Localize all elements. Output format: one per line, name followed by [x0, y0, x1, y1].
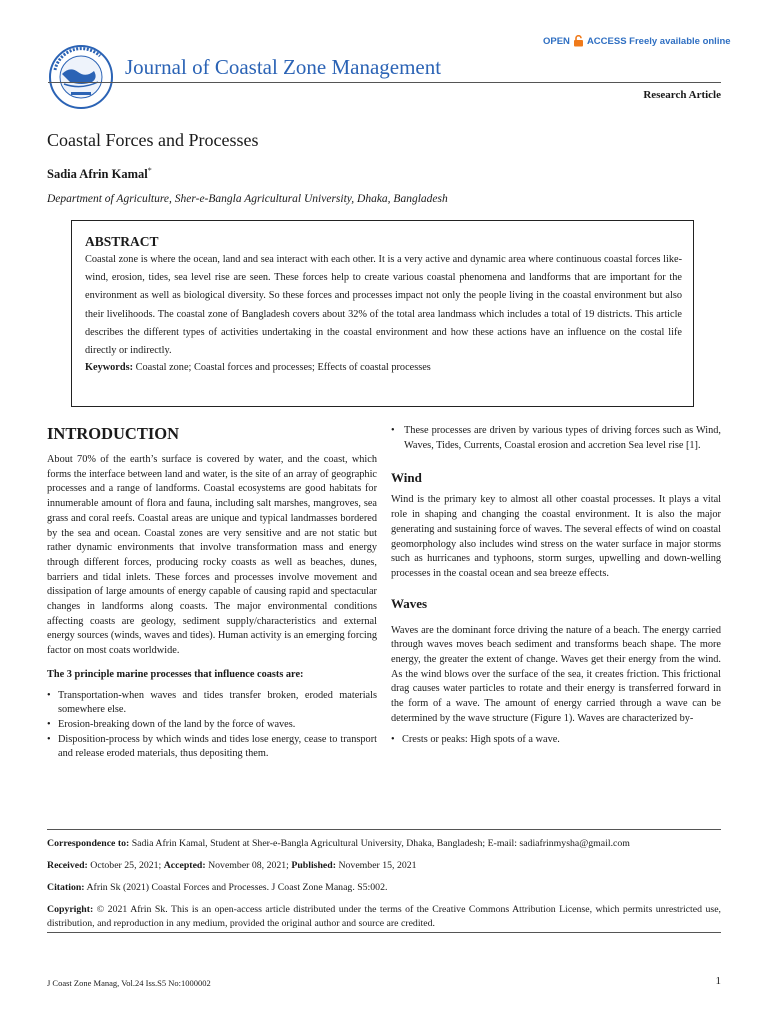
page-number: 1 [715, 975, 721, 987]
copyright-text: © 2021 Afrin Sk. This is an open-access article distributed under the terms of the Creative Commons Attribution License, which permits unrestricted use, distribution, and reproduction in any medium, provided the original author and source are credited. [47, 904, 722, 929]
header-divider [48, 82, 721, 83]
open-access-tagline: ACCESS Freely available online [586, 35, 731, 47]
introduction-heading: INTRODUCTION [47, 424, 180, 443]
citation-label: Citation: [47, 882, 85, 893]
accepted-label: Accepted: [163, 860, 206, 871]
list-item: • Disposition-process by which winds and tides lose energy, cease to transport and release eroded materials, thus depositing them. [47, 733, 377, 762]
copyright-label: Copyright: [47, 904, 94, 915]
author-line [47, 166, 152, 182]
drivers-list [391, 424, 721, 453]
footer-bottom-divider [47, 932, 721, 933]
list-item: • Transportation-when waves and tides transfer broken, eroded materials somewhere else. [47, 689, 377, 718]
wind-paragraph: Wind is the primary key to almost all other coastal processes. It plays a vital role in shaping and changing the coastal environment. It is also the major generating and sustaining force of waves. The several effects of wind on coastal geomorphology also includes wind stress on the water surface in major storms such as hurricanes and typhoons, storm surges, upwelling and down-welling processes in the coastal ocean and sea breeze effects. [391, 494, 721, 579]
wind-heading: Wind [391, 470, 422, 486]
correspondence-text: Sadia Afrin Kamal, Student at Sher-e-Bangla Agricultural University, Dhaka, Bangladesh; E-mail: sadiafrinmysha@gmail.com [131, 838, 630, 849]
citation-text: Afrin Sk (2021) Coastal Forces and Processes. J Coast Zone Manag. S5:002. [86, 882, 388, 893]
abstract-box [71, 220, 694, 407]
open-access-badge [543, 35, 731, 47]
received-label: Received: [47, 860, 88, 871]
list-item: • These processes are driven by various types of driving forces such as Wind, Waves, Tides, Currents, Coastal erosion and accretion Sea level rise [1]. [391, 424, 721, 453]
paper-title: Coastal Forces and Processes [47, 130, 259, 150]
author-name: Sadia Afrin Kamal [47, 167, 148, 182]
open-access-label: OPEN [543, 35, 570, 47]
open-lock-icon [573, 35, 584, 47]
journal-logo [48, 44, 114, 110]
introduction-paragraph: About 70% of the earth’s surface is covered by water, and the coast, which forms the interface between land and water, is the site of an array of geographic processes and a range of landforms. Coastal ecosystems are good habitats for innumerable amount of flora and fauna, including salt marshes, mangroves, sea grass and coral reefs. Coastal areas are unique and typical landmasses bordered by the sea and ocean. Coastal zones are very sensitive and are not static but rather dynamic environments that involve transformation mass and energy through different forces, producing rocky coasts as well as beaches, dunes, barriers and tidal inlets. These forces and processes involve movement and dissipation of large amounts of energy capable of causing rapid and spectacular changes in landforms along coasts. The major environmental conditions affecting coasts are geology, sediment supply/characteristics and external energy sources (winds, waves and tides). Human activity is an emerging forcing factor on most coats worldwide. [47, 454, 377, 657]
right-column [391, 424, 721, 747]
abstract-heading: ABSTRACT [85, 234, 159, 249]
author-mark: * [147, 166, 152, 175]
wave-features-list [391, 733, 721, 748]
running-footer: J Coast Zone Manag, Vol.24 Iss.S5 No:1000002 [47, 978, 211, 988]
waves-paragraph: Waves are the dominant force driving the nature of a beach. The energy carried through waves moves beach sediment and transforms beach shape. The more energy, the greater the extent of change. Waves get their energy from the wind. As the wind blows over the surface of the sea, it creates friction. This frictional drag causes water particles to rotate and their energy is transferred forward in the form of a wave. The amount of energy carried through a wave can be determined by the wave structure (Figure 1). Waves are characterized by- [391, 624, 721, 724]
article-type: Research Article [643, 89, 721, 101]
journal-title: Journal of Coastal Zone Management [125, 55, 442, 79]
published-date: November 15, 2021 [338, 860, 417, 871]
accepted-date: November 08, 2021; [208, 860, 289, 871]
published-label: Published: [291, 860, 336, 871]
list-item: • Erosion-breaking down of the land by the force of waves. [47, 718, 377, 733]
footer-divider [47, 829, 721, 830]
abstract-text: Coastal zone is where the ocean, land and sea interact with each other. It is a very active and dynamic area where continuous coastal forces like-wind, erosion, tides, sea level rise are seen. These forces help to create various coastal phenomena and landforms that are important for the environment as well as biological diversity. So these forces and processes impact not only the people living in the coastal environment but also their livelihoods. The coastal zone of Bangladesh covers about 32% of the total area landmass which includes a total of 19 districts. This article describes the different types of activities undertaking in the coastal environment and how these actions have an influence on the costal life directly or indirectly. [85, 254, 682, 357]
affiliation: Department of Agriculture, Sher-e-Bangla Agricultural University, Dhaka, Bangladesh [47, 193, 448, 205]
correspondence [47, 837, 721, 851]
processes-list [47, 689, 377, 763]
keywords-text: Coastal zone; Coastal forces and processes; Effects of coastal processes [135, 362, 431, 374]
received-date: October 25, 2021; [90, 860, 162, 871]
dates [47, 859, 721, 873]
left-column [47, 424, 377, 762]
keywords [85, 360, 682, 376]
citation [47, 881, 721, 895]
correspondence-label: Correspondence to: [47, 838, 130, 849]
processes-subheading: The 3 principle marine processes that influence coasts are: [47, 668, 304, 680]
copyright [47, 903, 721, 931]
article-info [47, 837, 721, 939]
keywords-label: Keywords: [85, 362, 134, 374]
list-item: • Crests or peaks: High spots of a wave. [391, 733, 721, 748]
waves-heading: Waves [391, 595, 428, 611]
